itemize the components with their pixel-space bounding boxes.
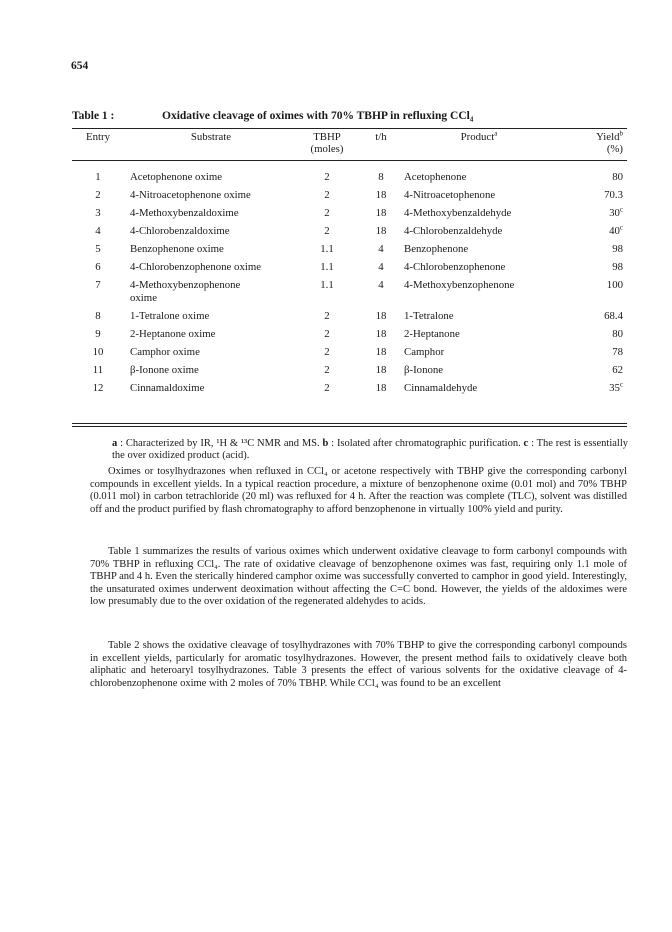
header-entry: Entry	[86, 131, 110, 143]
cell-product: Benzophenone	[404, 243, 469, 255]
cell-substrate: Benzophenone oxime	[130, 243, 224, 255]
cell-substrate: 4-Methoxybenzaldoxime	[130, 207, 239, 219]
yield-value: 30	[609, 207, 620, 219]
yield-value: 40	[609, 225, 620, 237]
footnote-b-label: b	[322, 438, 329, 449]
cell-tbhp: 2	[324, 207, 330, 219]
body-paragraph	[90, 546, 627, 609]
table-row	[72, 328, 627, 346]
cell-tbhp: 2	[324, 171, 330, 183]
cell-entry: 10	[92, 346, 104, 358]
cell-substrate: 4-Nitroacetophenone oxime	[130, 189, 251, 201]
yield-footnote-mark: c	[619, 223, 623, 232]
yield-value: 100	[606, 279, 623, 291]
header-yield-footnote-mark: b	[619, 129, 623, 138]
footnote-c-label: c	[523, 438, 529, 449]
cell-product: 4-Nitroacetophenone	[404, 189, 496, 201]
yield-value: 98	[612, 261, 623, 273]
table-label: Table 1 :	[72, 110, 115, 122]
cell-tbhp: 2	[324, 328, 330, 340]
cell-time: 4	[378, 243, 384, 255]
cell-entry: 9	[95, 328, 101, 340]
cell-tbhp: 2	[324, 310, 330, 322]
table-row	[72, 225, 627, 243]
header-product-footnote-mark: a	[494, 129, 498, 138]
table-row	[72, 279, 627, 310]
cell-product: 2-Heptanone	[404, 328, 460, 340]
header-tbhp-line2: (moles)	[310, 143, 344, 155]
table-bottom-rule	[72, 423, 627, 424]
cell-product: Acetophenone	[404, 171, 467, 183]
cell-time: 4	[378, 261, 384, 273]
cell-yield	[554, 225, 627, 243]
cell-product: Camphor	[404, 346, 445, 358]
table-row	[72, 364, 627, 382]
footnote-b-text: : Isolated after chromatographic purification.	[328, 438, 524, 449]
footnote-a-label: a	[112, 438, 118, 449]
cell-product: β-Ionone	[404, 364, 444, 376]
cell-product: 4-Chlorobenzophenone	[404, 261, 506, 273]
cell-time: 18	[375, 346, 387, 358]
cell-tbhp: 2	[324, 225, 330, 237]
oxime-cleavage-table	[72, 131, 627, 400]
table-top-rule	[72, 128, 627, 129]
cell-product: 4-Methoxybenzaldehyde	[404, 207, 512, 219]
cell-yield	[554, 346, 627, 364]
cell-substrate: 4-Methoxybenzophenone oxime	[130, 279, 241, 304]
header-product-label: Product	[460, 131, 495, 143]
table-title: Oxidative cleavage of oximes with 70% TBHP in refluxing CCl₄	[162, 110, 474, 122]
header-time: t/h	[375, 131, 387, 143]
cell-substrate: 4-Chlorobenzophenone oxime	[130, 261, 262, 273]
page-number: 654	[71, 60, 89, 72]
cell-product: Cinnamaldehyde	[404, 382, 478, 394]
yield-value: 68.4	[604, 310, 623, 322]
header-product	[400, 131, 554, 160]
cell-substrate: β-Ionone oxime	[130, 364, 199, 376]
cell-entry: 4	[95, 225, 101, 237]
body-paragraph	[90, 466, 627, 516]
cell-entry: 8	[95, 310, 101, 322]
yield-value: 80	[612, 171, 623, 183]
cell-product: 1-Tetralone	[404, 310, 454, 322]
cell-yield	[554, 243, 627, 261]
paragraph-text: Table 1 summarizes the results of various oximes which underwent oxidative cleavage to form carbonyl compounds with 70% TBHP in refluxing CCl₄. The rate of oxidative cleavage of benzophenone oximes was fast, requiring only 1.1 mole of TBHP and 4 h. Even the sterically hindered camphor oxime was successfully converted to camphor in good yield. Interestingly, the unsaturated oximes underwent deoximation without affecting the C=C bond. However, the yields of the aldoximes were low presumably due to the over oxidation of the regenerated aldehydes to acids.	[90, 546, 627, 608]
table-row	[72, 382, 627, 400]
cell-time: 18	[375, 364, 387, 376]
cell-yield	[554, 310, 627, 328]
cell-tbhp: 2	[324, 189, 330, 201]
table-row	[72, 189, 627, 207]
cell-time: 8	[378, 171, 384, 183]
header-substrate: Substrate	[190, 131, 232, 143]
table-row	[72, 160, 627, 189]
yield-value: 98	[612, 243, 623, 255]
cell-entry: 3	[95, 207, 101, 219]
cell-tbhp: 2	[324, 364, 330, 376]
table-row	[72, 243, 627, 261]
cell-tbhp: 2	[324, 382, 330, 394]
cell-entry: 11	[92, 364, 104, 376]
cell-substrate: Camphor oxime	[130, 346, 200, 358]
footnote-c-text: : The rest is essentially the over oxidized product (acid).	[112, 438, 628, 461]
yield-value: 78	[612, 346, 623, 358]
cell-time: 18	[375, 382, 387, 394]
cell-tbhp: 1.1	[320, 279, 334, 291]
cell-entry: 7	[95, 279, 101, 291]
table-caption	[72, 110, 474, 122]
cell-product: 4-Methoxybenzophenone	[404, 279, 515, 291]
table-footnote	[112, 438, 628, 462]
cell-yield	[554, 328, 627, 346]
cell-yield	[554, 207, 627, 225]
cell-entry: 12	[92, 382, 104, 394]
body-paragraph	[90, 640, 627, 690]
table-bottom-rule-double	[72, 426, 627, 427]
cell-yield	[554, 261, 627, 279]
cell-substrate: 2-Heptanone oxime	[130, 328, 216, 340]
cell-time: 4	[378, 279, 384, 291]
cell-yield	[554, 364, 627, 382]
table-row	[72, 310, 627, 328]
cell-entry: 2	[95, 189, 101, 201]
cell-tbhp: 1.1	[320, 243, 334, 255]
cell-time: 18	[375, 310, 387, 322]
cell-time: 18	[375, 207, 387, 219]
cell-substrate: 4-Chlorobenzaldoxime	[130, 225, 230, 237]
yield-value: 62	[612, 364, 623, 376]
yield-value: 80	[612, 328, 623, 340]
cell-time: 18	[375, 225, 387, 237]
header-tbhp-line1: TBHP	[313, 131, 341, 143]
paragraph-text: Oximes or tosylhydrazones when refluxed in CCl₄ or acetone respectively with TBHP give the corresponding carbonyl compounds in excellent yields. In a typical reaction procedure, a mixture of benzophenone oxime (0.01 mol) and 70% TBHP (0.011 mol) in carbon tetrachloride (20 ml) was refluxed for 4 h. After the reaction was complete (TLC), solvent was distilled off and the product purified by flash chromatography to afford benzophenone in virtually 100% yield and purity.	[90, 466, 627, 515]
cell-substrate: 1-Tetralone oxime	[130, 310, 210, 322]
cell-yield	[554, 382, 627, 400]
table-header-row	[72, 131, 627, 160]
table-row	[72, 346, 627, 364]
header-tbhp	[292, 131, 362, 160]
header-yield-unit: (%)	[606, 143, 623, 155]
yield-value: 70.3	[604, 189, 623, 201]
cell-product: 4-Chlorobenzaldehyde	[404, 225, 503, 237]
cell-yield	[554, 279, 627, 310]
cell-time: 18	[375, 189, 387, 201]
header-yield-label: Yield	[596, 131, 620, 143]
yield-footnote-mark: c	[619, 205, 623, 214]
cell-time: 18	[375, 328, 387, 340]
yield-footnote-mark: c	[619, 380, 623, 389]
cell-tbhp: 2	[324, 346, 330, 358]
cell-entry: 5	[95, 243, 101, 255]
cell-tbhp: 1.1	[320, 261, 334, 273]
cell-entry: 6	[95, 261, 101, 273]
cell-substrate: Cinnamaldoxime	[130, 382, 205, 394]
header-yield	[554, 131, 627, 160]
paragraph-text: Table 2 shows the oxidative cleavage of tosylhydrazones with 70% TBHP to give the corresponding carbonyl compounds in excellent yields, particularly for aromatic tosylhydrazones. However, the present method fails to oxidatively cleave both aliphatic and heteroaryl tosylhydrazones. Table 3 presents the effect of various solvents for the oxidative cleavage of 4-chlorobenzophenone oxime with 2 moles of 70% TBHP. While CCl₄ was found to be an excellent	[90, 640, 627, 689]
cell-substrate: Acetophenone oxime	[130, 171, 223, 183]
cell-entry: 1	[95, 171, 101, 183]
yield-value: 35	[609, 382, 620, 394]
table-row	[72, 207, 627, 225]
cell-yield	[554, 189, 627, 207]
table-row	[72, 261, 627, 279]
cell-yield	[554, 160, 627, 189]
footnote-a-text: : Characterized by IR, ¹H & ¹³C NMR and MS.	[117, 438, 323, 449]
